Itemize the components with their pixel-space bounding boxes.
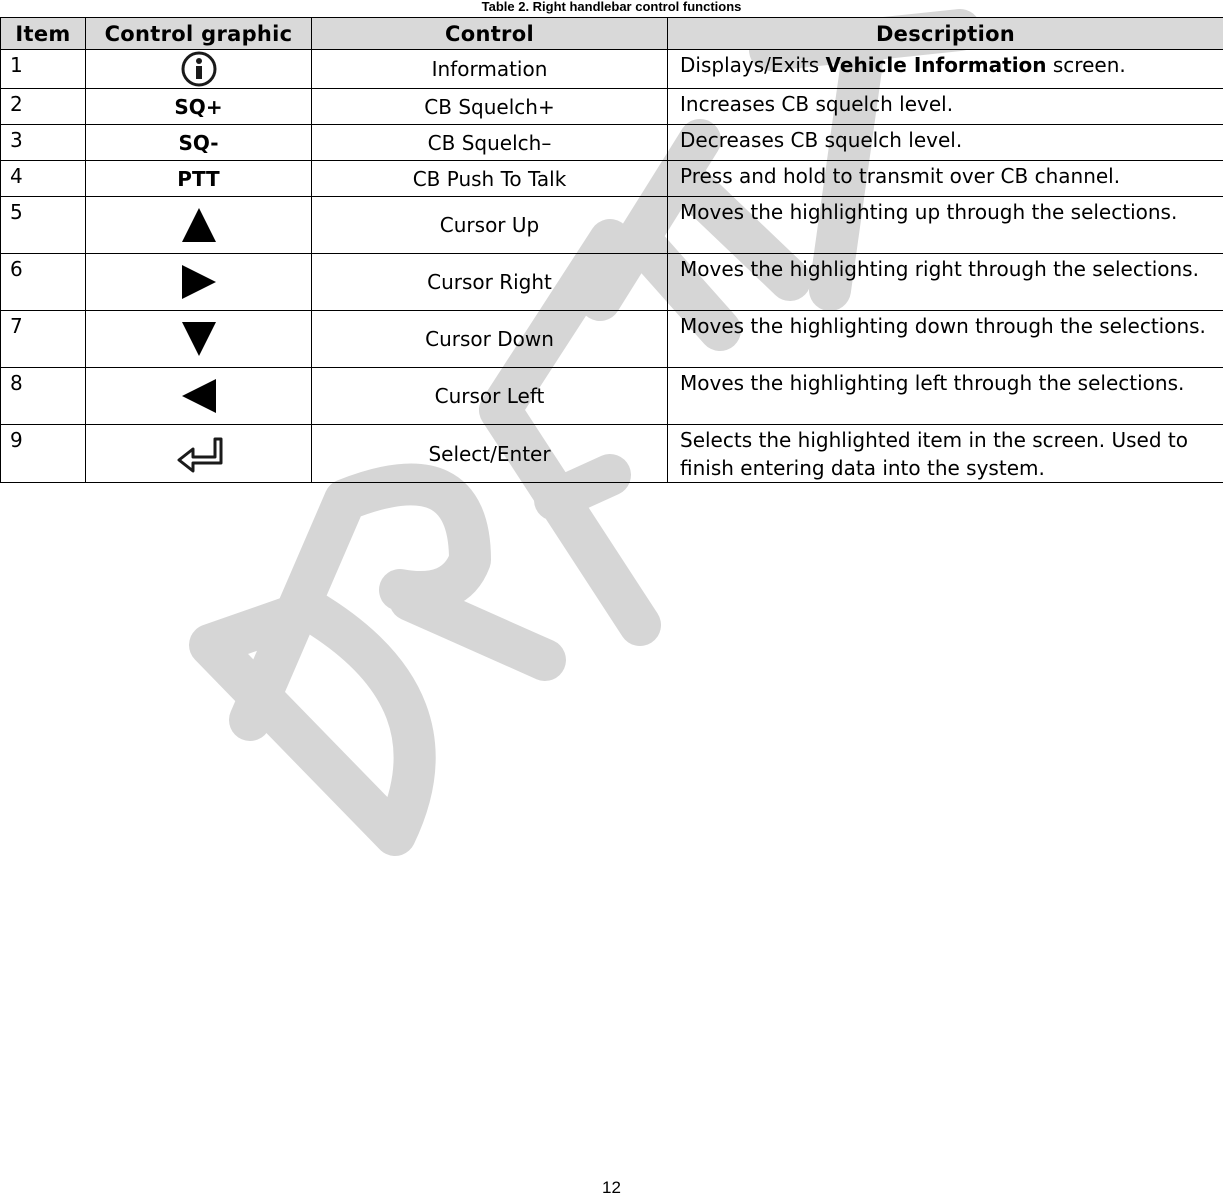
control-description: Moves the highlighting right through the selections. bbox=[668, 254, 1223, 311]
page-number: 12 bbox=[0, 1178, 1223, 1198]
item-number: 2 bbox=[1, 89, 86, 125]
left-arrow-icon bbox=[180, 377, 218, 415]
table-row bbox=[1, 254, 1223, 311]
control-graphic-cell bbox=[86, 311, 312, 368]
table-caption: Table 2. Right handlebar control functions bbox=[0, 0, 1223, 14]
control-description: Moves the highlighting down through the selections. bbox=[668, 311, 1223, 368]
control-description: Selects the highlighted item in the screen. Used to finish entering data into the system. bbox=[668, 425, 1223, 483]
control-description: Increases CB squelch level. bbox=[668, 89, 1223, 125]
header-control: Control bbox=[312, 18, 668, 50]
table-row bbox=[1, 125, 1223, 161]
table-row bbox=[1, 161, 1223, 197]
control-description bbox=[668, 50, 1223, 89]
table-header-row bbox=[1, 18, 1223, 50]
down-arrow-icon bbox=[180, 320, 218, 358]
description-bold-term: Vehicle Information bbox=[826, 53, 1047, 77]
control-name: Cursor Up bbox=[312, 197, 668, 254]
control-graphic-cell bbox=[86, 368, 312, 425]
control-name: CB Squelch– bbox=[312, 125, 668, 161]
control-description: Moves the highlighting up through the selections. bbox=[668, 197, 1223, 254]
control-name: Cursor Down bbox=[312, 311, 668, 368]
item-number: 4 bbox=[1, 161, 86, 197]
description-text: screen. bbox=[1047, 53, 1126, 77]
enter-icon bbox=[175, 435, 223, 473]
table-row bbox=[1, 425, 1223, 483]
item-number: 3 bbox=[1, 125, 86, 161]
table-row bbox=[1, 89, 1223, 125]
control-graphic-text: SQ- bbox=[86, 125, 312, 161]
control-graphic-text: SQ+ bbox=[86, 89, 312, 125]
item-number: 6 bbox=[1, 254, 86, 311]
info-icon bbox=[180, 50, 218, 88]
control-name: Select/Enter bbox=[312, 425, 668, 483]
header-description: Description bbox=[668, 18, 1223, 50]
right-arrow-icon bbox=[180, 263, 218, 301]
table-row bbox=[1, 50, 1223, 89]
item-number: 9 bbox=[1, 425, 86, 483]
control-name: Information bbox=[312, 50, 668, 89]
up-arrow-icon bbox=[180, 206, 218, 244]
control-graphic-text: PTT bbox=[86, 161, 312, 197]
control-name: CB Push To Talk bbox=[312, 161, 668, 197]
table-row bbox=[1, 368, 1223, 425]
control-functions-table bbox=[0, 17, 1223, 483]
item-number: 7 bbox=[1, 311, 86, 368]
control-graphic-cell bbox=[86, 197, 312, 254]
header-item: Item bbox=[1, 18, 86, 50]
control-name: Cursor Right bbox=[312, 254, 668, 311]
table-row bbox=[1, 311, 1223, 368]
control-graphic-cell bbox=[86, 254, 312, 311]
control-description: Moves the highlighting left through the selections. bbox=[668, 368, 1223, 425]
control-name: Cursor Left bbox=[312, 368, 668, 425]
item-number: 5 bbox=[1, 197, 86, 254]
control-name: CB Squelch+ bbox=[312, 89, 668, 125]
control-graphic-cell bbox=[86, 425, 312, 483]
header-control-graphic: Control graphic bbox=[86, 18, 312, 50]
control-description: Decreases CB squelch level. bbox=[668, 125, 1223, 161]
item-number: 8 bbox=[1, 368, 86, 425]
item-number: 1 bbox=[1, 50, 86, 89]
control-description: Press and hold to transmit over CB channel. bbox=[668, 161, 1223, 197]
control-graphic-cell bbox=[86, 50, 312, 89]
description-text: Displays/Exits bbox=[680, 53, 826, 77]
table-row bbox=[1, 197, 1223, 254]
